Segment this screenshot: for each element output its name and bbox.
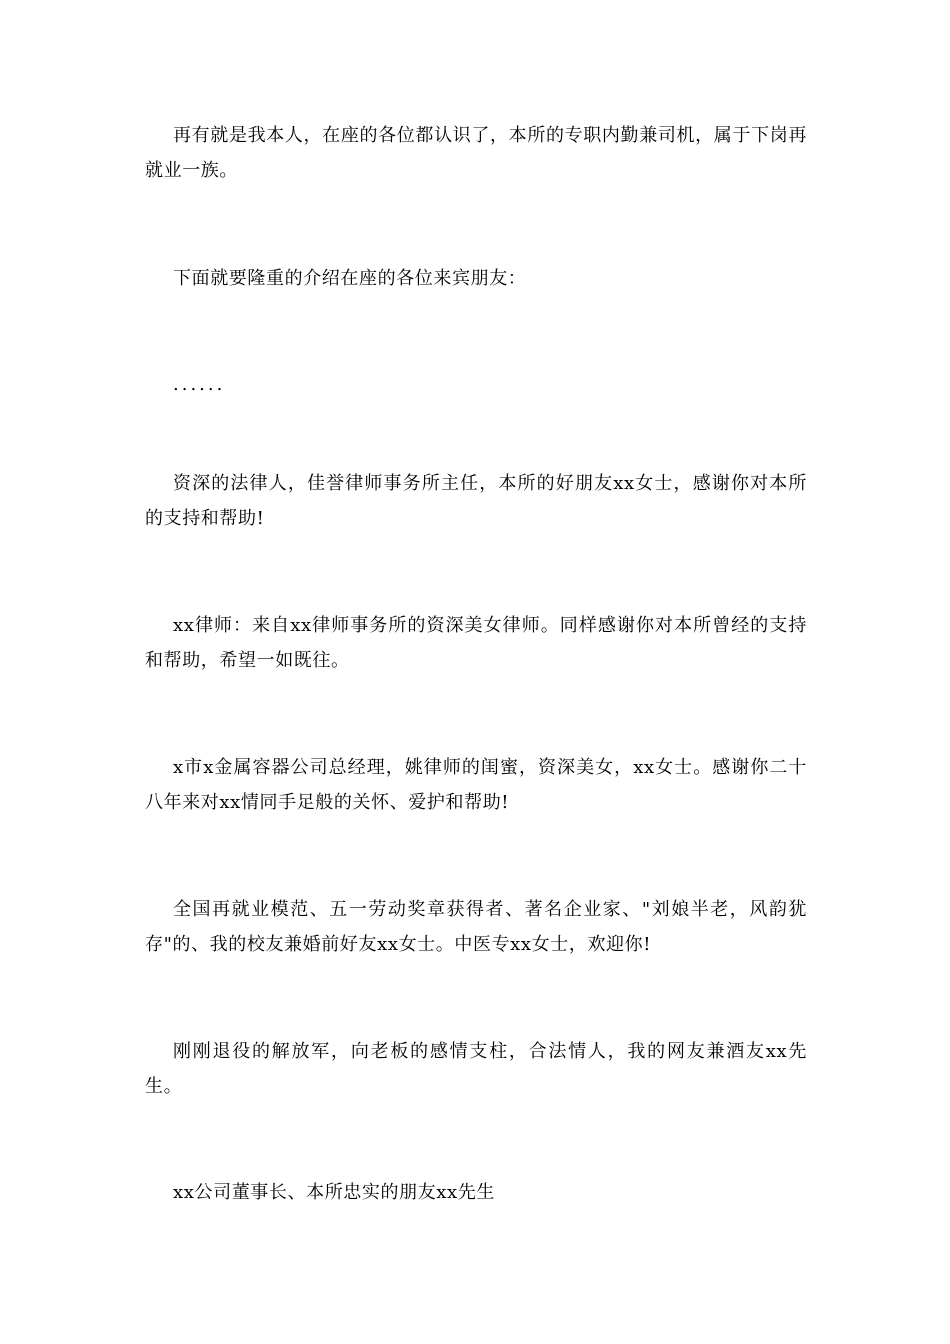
paragraph-guest-entrepreneur: 全国再就业模范、五一劳动奖章获得者、著名企业家、"刘娘半老，风韵犹存"的、我的校友兼婚前好友xx女士。中医专xx女士，欢迎你!: [145, 899, 807, 955]
paragraph-guest-chairman: xx公司董事长、本所忠实的朋友xx先生: [173, 1182, 496, 1203]
paragraph-ellipsis: ......: [173, 374, 226, 395]
paragraph-self-introduction: 再有就是我本人，在座的各位都认识了，本所的专职内勤兼司机，属于下岗再就业一族。: [145, 125, 807, 181]
paragraph-guest-lawyer: xx律师：来自xx律师事务所的资深美女律师。同样感谢你对本所曾经的支持和帮助，希望一如既往。: [145, 615, 807, 671]
paragraph-guest-intro-heading: 下面就要隆重的介绍在座的各位来宾朋友：: [173, 268, 527, 289]
paragraph-guest-veteran: 刚刚退役的解放军，向老板的感情支柱，合法情人，我的网友兼酒友xx先生。: [145, 1041, 807, 1097]
paragraph-guest-law-firm-director: 资深的法律人，佳誉律师事务所主任，本所的好朋友xx女士，感谢你对本所的支持和帮助!: [145, 473, 807, 529]
paragraph-guest-general-manager: x市x金属容器公司总经理，姚律师的闺蜜，资深美女，xx女士。感谢你二十八年来对xx情同手足般的关怀、爱护和帮助!: [145, 757, 807, 813]
